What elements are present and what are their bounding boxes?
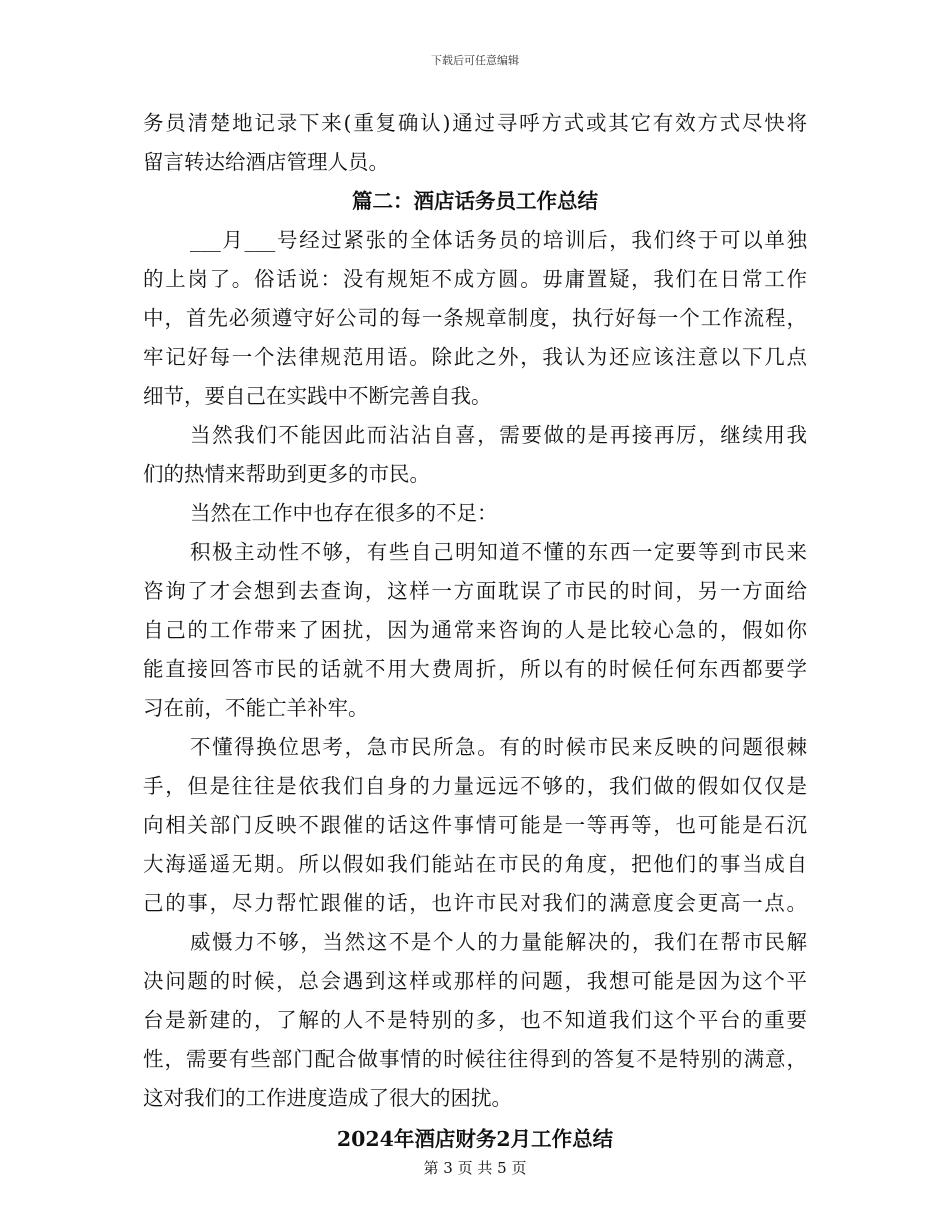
- paragraph-line: 己的事，尽力帮忙跟催的话，也许市民对我们的满意度会更高一点。: [143, 891, 807, 915]
- paragraph-line: 向相关部门反映不跟催的话这件事情可能是一等再等，也可能是石沉: [143, 813, 807, 837]
- paragraph-line: 能直接回答市民的话就不用大费周折，所以有的时候任何东西都要学: [143, 657, 807, 681]
- page-number: 第 3 页 共 5 页: [423, 1159, 527, 1177]
- paragraph-line: 这对我们的工作进度造成了很大的困扰。: [143, 1086, 512, 1110]
- paragraph-line: 们的热情来帮助到更多的市民。: [143, 462, 430, 486]
- paragraph-line: 积极主动性不够，有些自己明知道不懂的东西一定要等到市民来: [190, 540, 807, 564]
- paragraph-line: 台是新建的，了解的人不是特别的多，也不知道我们这个平台的重要: [143, 1008, 807, 1032]
- paragraph-line: 的上岗了。俗话说：没有规矩不成方圆。毋庸置疑，我们在日常工作: [143, 267, 807, 291]
- paragraph-line: 决问题的时候，总会遇到这样或那样的问题，我想可能是因为这个平: [143, 969, 807, 993]
- paragraph-line: 留言转达给酒店管理人员。: [143, 150, 389, 174]
- paragraph-line: ___月___号经过紧张的全体话务员的培训后，我们终于可以单独: [190, 228, 807, 252]
- paragraph-line: 咨询了才会想到去查询，这样一方面耽误了市民的时间，另一方面给: [143, 579, 807, 603]
- paragraph-line: 威慑力不够，当然这不是个人的力量能解决的，我们在帮市民解: [190, 930, 807, 954]
- paragraph-line: 务员清楚地记录下来(重复确认)通过寻呼方式或其它有效方式尽快将: [143, 111, 807, 135]
- document-body: [143, 104, 807, 1159]
- paragraph-line: 细节，要自己在实践中不断完善自我。: [143, 384, 492, 408]
- paragraph-line: 牢记好每一个法律规范用语。除此之外，我认为还应该注意以下几点: [143, 345, 807, 369]
- next-document-title: 2024年酒店财务2月工作总结: [336, 1127, 614, 1151]
- paragraph-line: 自己的工作带来了困扰，因为通常来咨询的人是比较心急的，假如你: [143, 618, 807, 642]
- paragraph-line: 性，需要有些部门配合做事情的时候往往得到的答复不是特别的满意，: [143, 1047, 807, 1071]
- section-heading: 篇二：酒店话务员工作总结: [352, 189, 598, 213]
- paragraph-line: 习在前，不能亡羊补牢。: [143, 696, 369, 720]
- paragraph-line: 大海遥遥无期。所以假如我们能站在市民的角度，把他们的事当成自: [143, 852, 807, 876]
- paragraph-line: 当然在工作中也存在很多的不足：: [190, 501, 498, 525]
- paragraph-line: 中，首先必须遵守好公司的每一条规章制度，执行好每一个工作流程，: [143, 306, 807, 330]
- paragraph-line: 当然我们不能因此而沾沾自喜，需要做的是再接再厉，继续用我: [190, 423, 807, 447]
- paragraph-line: 不懂得换位思考，急市民所急。有的时候市民来反映的问题很棘: [190, 735, 807, 759]
- paragraph-line: 手，但是往往是依我们自身的力量远远不够的，我们做的假如仅仅是: [143, 774, 807, 798]
- page-header: 下载后可任意编辑: [431, 54, 519, 67]
